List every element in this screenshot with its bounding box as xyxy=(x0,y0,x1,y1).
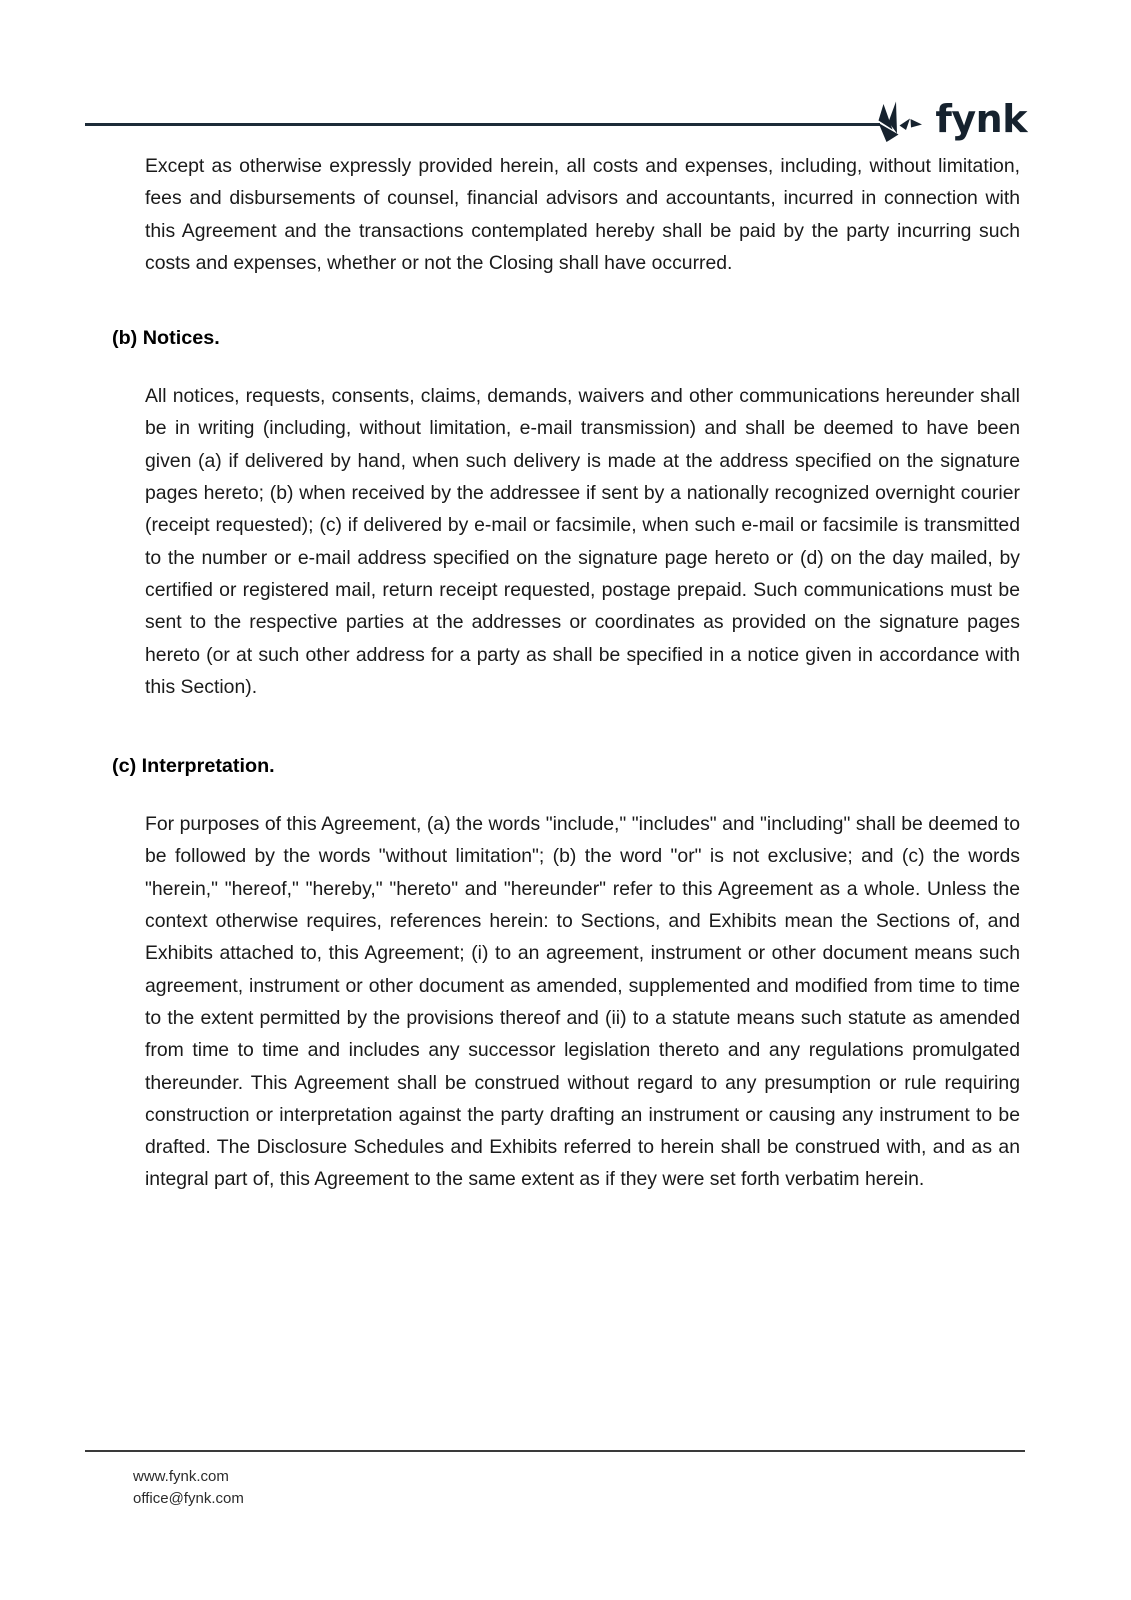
notices-paragraph: All notices, requests, consents, claims, demands, waivers and other communications hereunder shall be in writing (including, without limitation, e-mail transmission) and shall be deemed to have been given (a) if delivered by hand, when such delivery is made at the address specified on the signature pages hereto; (b) when received by the addressee if sent by a nationally recognized overnight courier (receipt requested); (c) if delivered by e-mail or facsimile, when such e-mail or facsimile is transmitted to the number or e-mail address specified on the signature page hereto or (d) on the day mailed, by certified or registered mail, return receipt requested, postage prepaid. Such communications must be sent to the respective parties at the addresses or coordinates as provided on the signature pages hereto (or at such other address for a party as shall be specified in a notice given in accordance with this Section). xyxy=(145,385,1020,698)
brand-wordmark: fynk xyxy=(935,97,1027,141)
spacer xyxy=(0,781,1131,808)
interpretation-paragraph: For purposes of this Agreement, (a) the words "include," "includes" and "including" shall be deemed to be followed by the words "without limitation"; (b) the word "or" is not exclusive; and (c) the words "herein," "hereof," "hereby," "hereto" and "hereunder" refer to this Agreement as a whole. Unless the context otherwise requires, references herein: to Sections, and Exhibits mean the Sections of, and Exhibits attached to, this Agreement; (i) to an agreement, instrument or other document means such agreement, instrument or other document as amended, supplemented and modified from time to time to the extent permitted by the provisions thereof and (ii) to a statute means such statute as amended from time to time and includes any successor legislation thereto and any regulations promulgated thereunder. This Agreement shall be construed without regard to any presumption or rule requiring construction or interpretation against the party drafting an instrument or causing any instrument to be drafted. The Disclosure Schedules and Exhibits referred to herein shall be construed with, and as an integral part of, this Agreement to the same extent as if they were set forth verbatim herein. xyxy=(145,813,1020,1191)
notices-heading: (b) Notices. xyxy=(112,327,220,350)
spacer xyxy=(0,353,1131,380)
page-footer xyxy=(0,1440,1131,1600)
footer-email[interactable]: office@fynk.com xyxy=(133,1490,244,1507)
footer-contact xyxy=(133,1466,244,1510)
interpretation-heading: (c) Interpretation. xyxy=(112,755,275,778)
page-header xyxy=(0,0,1131,150)
origami-bird-icon xyxy=(866,96,926,144)
header-divider xyxy=(85,123,880,126)
spacer xyxy=(0,703,1131,751)
spacer xyxy=(0,279,1131,323)
brand-logo xyxy=(866,96,1027,144)
footer-website[interactable]: www.fynk.com xyxy=(133,1468,229,1485)
footer-divider xyxy=(85,1450,1025,1452)
expenses-paragraph: Except as otherwise expressly provided herein, all costs and expenses, including, without limitation, fees and disbursements of counsel, financial advisors and accountants, incurred in connection with this Agreement and the transactions contemplated hereby shall be paid by the party incurring such costs and expenses, whether or not the Closing shall have occurred. xyxy=(145,155,1020,274)
document-body xyxy=(0,150,1131,1196)
